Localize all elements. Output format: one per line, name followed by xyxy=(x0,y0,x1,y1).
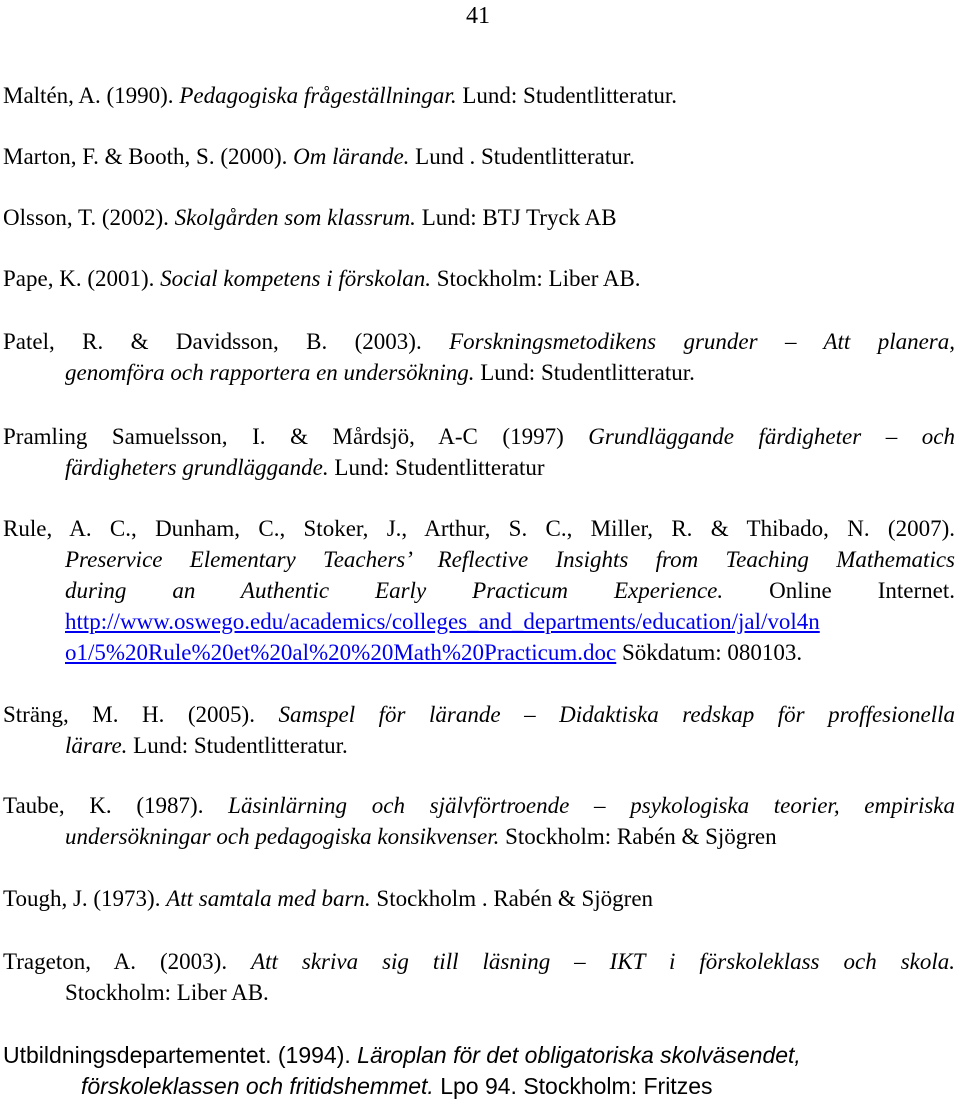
reference-tough: Tough, J. (1973). Att samtala med barn. Stockholm . Rabén & Sjögren xyxy=(3,886,654,911)
reference-url-line-1[interactable]: http://www.oswego.edu/academics/colleges_and_departments/education/jal/vol4n xyxy=(65,609,820,634)
reference-strang: Sträng, M. H. (2005). Samspel för lärande – Didaktiska redskap för proffesionella lärare. Lund: Studentlitteratur. xyxy=(3,702,955,758)
reference-marton: Marton, F. & Booth, S. (2000). Om lärande. Lund . Studentlitteratur. xyxy=(3,144,635,169)
reference-olsson: Olsson, T. (2002). Skolgården som klassrum. Lund: BTJ Tryck AB xyxy=(3,205,617,230)
reference-utbildningsdepartementet: Utbildningsdepartementet. (1994). Läroplan för det obligatoriska skolväsendet, förskoleklassen och fritidshemmet. Lpo 94. Stockholm: Fritzes xyxy=(3,1042,801,1099)
reference-pape: Pape, K. (2001). Social kompetens i förskolan. Stockholm: Liber AB. xyxy=(3,266,641,291)
reference-trageton: Trageton, A. (2003). Att skriva sig till läsning – IKT i förskoleklass och skola. Stockholm: Liber AB. xyxy=(3,949,955,1005)
page-number: 41 xyxy=(466,3,490,29)
reference-patel: Patel, R. & Davidsson, B. (2003). Forskningsmetodikens grunder – Att planera, genomföra och rapportera en undersökning. Lund: Studentlitteratur. xyxy=(3,329,955,385)
reference-rule: Rule, A. C., Dunham, C., Stoker, J., Arthur, S. C., Miller, R. & Thibado, N. (2007). Preservice Elementary Teachers’ Reflective Insights from Teaching Mathematics during an Authentic Early Practicum Experience. Online Internet. http://www.oswego.edu/academics/colleges_and_departments/education/jal/vol4n o1/5%20Rule%20et%20al%20%20Math%20Practicum.doc Sökdatum: 080103. xyxy=(3,516,955,665)
reference-malten: Maltén, A. (1990). Pedagogiska frågeställningar. Lund: Studentlitteratur. xyxy=(3,83,677,108)
reference-url-line-2[interactable]: o1/5%20Rule%20et%20al%20%20Math%20Practicum.doc xyxy=(65,640,617,665)
reference-pramling: Pramling Samuelsson, I. & Mårdsjö, A-C (1997) Grundläggande färdigheter – och färdigheters grundläggande. Lund: Studentlitteratur xyxy=(3,424,955,480)
reference-taube: Taube, K. (1987). Läsinlärning och självförtroende – psykologiska teorier, empiriska undersökningar och pedagogiska konsikvenser. Stockholm: Rabén & Sjögren xyxy=(3,793,955,849)
